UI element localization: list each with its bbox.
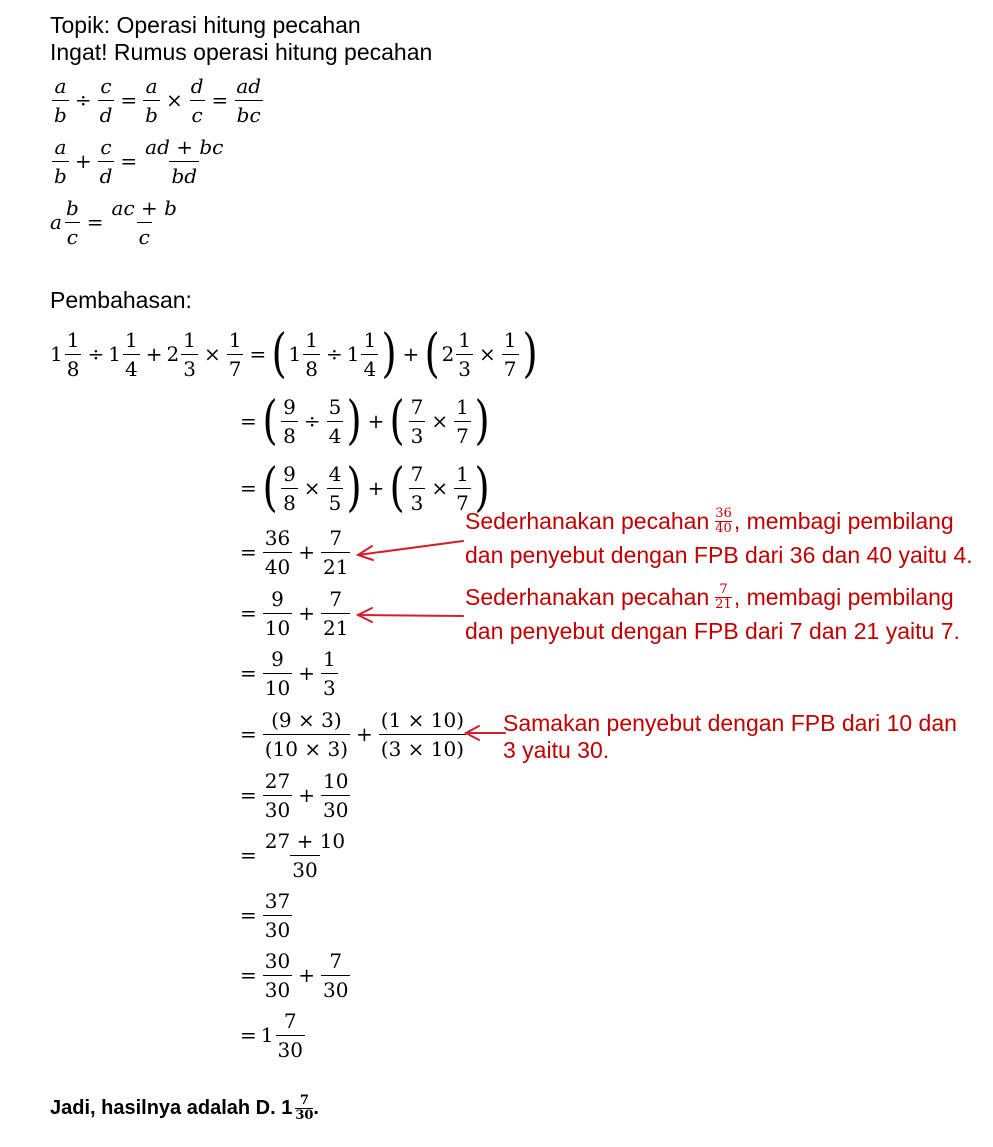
discussion-label: Pembahasan: xyxy=(50,287,192,313)
remember-line: Ingat! Rumus operasi hitung pecahan xyxy=(50,39,433,65)
solution-step-3: = ( $\frac{9}{8}$ × $\frac{4}{5}$ ) + ( $\frac{7}{3}$ × $\frac{1}{7}$ ) xyxy=(240,458,490,518)
solution-step-4: = $\frac{36}{40}$ + $\frac{7}{21}$ xyxy=(240,525,349,579)
solution-step-1: 1 $\frac{1}{8}$ ÷ 1 1 4 + 2 $\frac{1}{3}$ × $\frac{1}{7}$ = ( 1 $\frac{1}{8}$ ÷ 1 1 4 ) + ( 2 $\frac{1}{3}$ × $\frac{1}{7}$ ) xyxy=(50,324,538,384)
annotation-simplify-7-21: Sederhanakan pecahan 7 21 , membagi pembilang dan penyebut dengan FPB dari 7 dan 21 yaitu 7. xyxy=(465,581,960,644)
topic-line: Topik: Operasi hitung pecahan xyxy=(50,12,361,38)
solution-step-5: = $\frac{9}{10}$ + $\frac{7}{21}$ xyxy=(240,586,349,640)
formula-addition: a b + $\frac{c}{d}$ = $\frac{ad + bc}{bd}$ xyxy=(54,134,224,188)
annotation-fraction: 36 40 xyxy=(715,505,732,536)
solution-step-9: = $\frac{27 + 10}{30}$ xyxy=(240,828,346,882)
annotation-simplify-36-40: Sederhanakan pecahan 36 40 , membagi pembilang dan penyebut dengan FPB dari 36 dan 40 yaitu 4. xyxy=(465,505,973,568)
formula-division: $\frac{a}{b}$ ÷ $\frac{c}{d}$ = $\frac{a}{b}$ × $\frac{d}{c}$ = $\frac{ad}{bc}$ xyxy=(54,73,262,127)
solution-step-12: = 1 7 30 xyxy=(240,1008,303,1062)
solution-step-10: = $\frac{37}{30}$ xyxy=(240,888,291,942)
arrow-line-2 xyxy=(358,615,463,616)
solution-step-6: = $\frac{9}{10}$ + $\frac{1}{3}$ xyxy=(240,646,336,700)
solution-step-2: = ( $\frac{9}{8}$ ÷ $\frac{5}{4}$ ) + ( $\frac{7}{3}$ × $\frac{1}{7}$ ) xyxy=(240,391,490,451)
solution-step-11: = $\frac{30}{30}$ + $\frac{7}{30}$ xyxy=(240,948,349,1002)
annotation-common-denominator: Samakan penyebut dengan FPB dari 10 dan 3 yaitu 30. xyxy=(503,710,957,763)
arrow-line-1 xyxy=(358,541,463,555)
solution-step-8: = $\frac{27}{30}$ + $\frac{10}{30}$ xyxy=(240,768,349,822)
conclusion: Jadi, hasilnya adalah D. 1 7 30 . xyxy=(50,1093,319,1123)
conclusion-fraction: 7 30 xyxy=(295,1093,314,1123)
formula-mixed-number: a $\frac{b}{c}$ = $\frac{ac + b}{c}$ xyxy=(50,195,177,249)
annotation-fraction: 7 21 xyxy=(715,581,732,612)
solution-step-7: = $\frac{(9 \times 3)}{(10 \times 3)}$ + $\frac{(1 \times 10)}{(3 \times 10)}$ xyxy=(240,707,465,761)
